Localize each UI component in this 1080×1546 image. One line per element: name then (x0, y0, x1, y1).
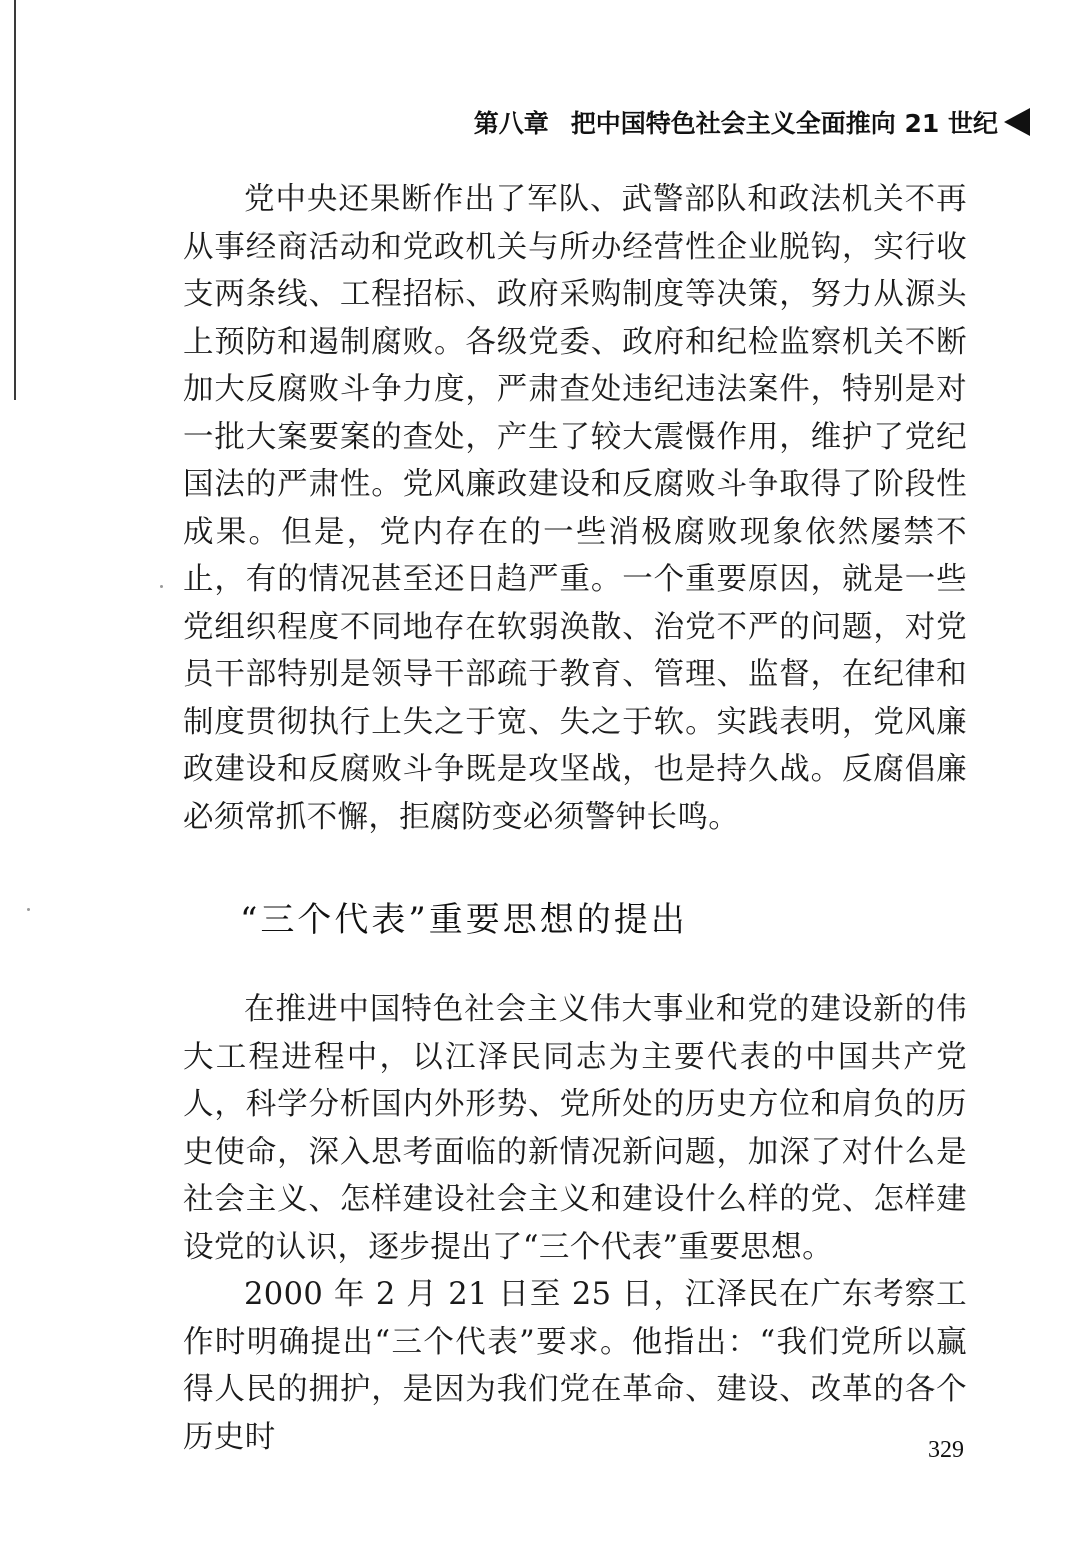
body-paragraph: 在推进中国特色社会主义伟大事业和党的建设新的伟大工程进程中，以江泽民同志为主要代表的中国共产党人，科学分析国内外形势、党所处的历史方位和肩负的历史使命，深入思考面临的新情况新问题，加深了对什么是社会主义、怎样建设社会主义和建设什么样的党、怎样建设党的认识，逐步提出了“三个代表”重要思想。 (183, 992, 967, 1265)
scan-margin-line (14, 0, 16, 400)
section-heading: “三个代表”重要思想的提出 (240, 900, 688, 940)
scan-speck (27, 908, 30, 911)
body-paragraph: 党中央还果断作出了军队、武警部队和政法机关不再从事经商活动和党政机关与所办经营性企业脱钩，实行收支两条线、工程招标、政府采购制度等决策，努力从源头上预防和遏制腐败。各级党委、政府和纪检监察机关不断加大反腐败斗争力度，严肃查处违纪违法案件，特别是对一批大案要案的查处，产生了较大震慑作用，维护了党纪国法的严肃性。党风廉政建设和反腐败斗争取得了阶段性成果。但是，党内存在的一些消极腐败现象依然屡禁不止，有的情况甚至还日趋严重。一个重要原因，就是一些党组织程度不同地存在软弱涣散、治党不严的问题，对党员干部特别是领导干部疏于教育、管理、监督，在纪律和制度贯彻执行上失之于宽、失之于软。实践表明，党风廉政建设和反腐败斗争既是攻坚战，也是持久战。反腐倡廉必须常抓不懈，拒腐防变必须警钟长鸣。 (183, 182, 967, 835)
body-text-before-heading (183, 176, 967, 841)
chapter-number: 第八章 (473, 109, 549, 138)
left-triangle-icon (1004, 108, 1030, 136)
scan-speck (160, 585, 163, 588)
body-text-after-heading (183, 986, 967, 1461)
page-number: 329 (928, 1437, 964, 1463)
chapter-title: 把中国特色社会主义全面推向 21 世纪 (570, 109, 998, 138)
body-paragraph: 2000 年 2 月 21 日至 25 日，江泽民在广东考察工作时明确提出“三个代表”要求。他指出：“我们党所以赢得人民的拥护，是因为我们党在革命、建设、改革的各个历史时 (183, 1277, 967, 1455)
running-head (474, 104, 998, 140)
